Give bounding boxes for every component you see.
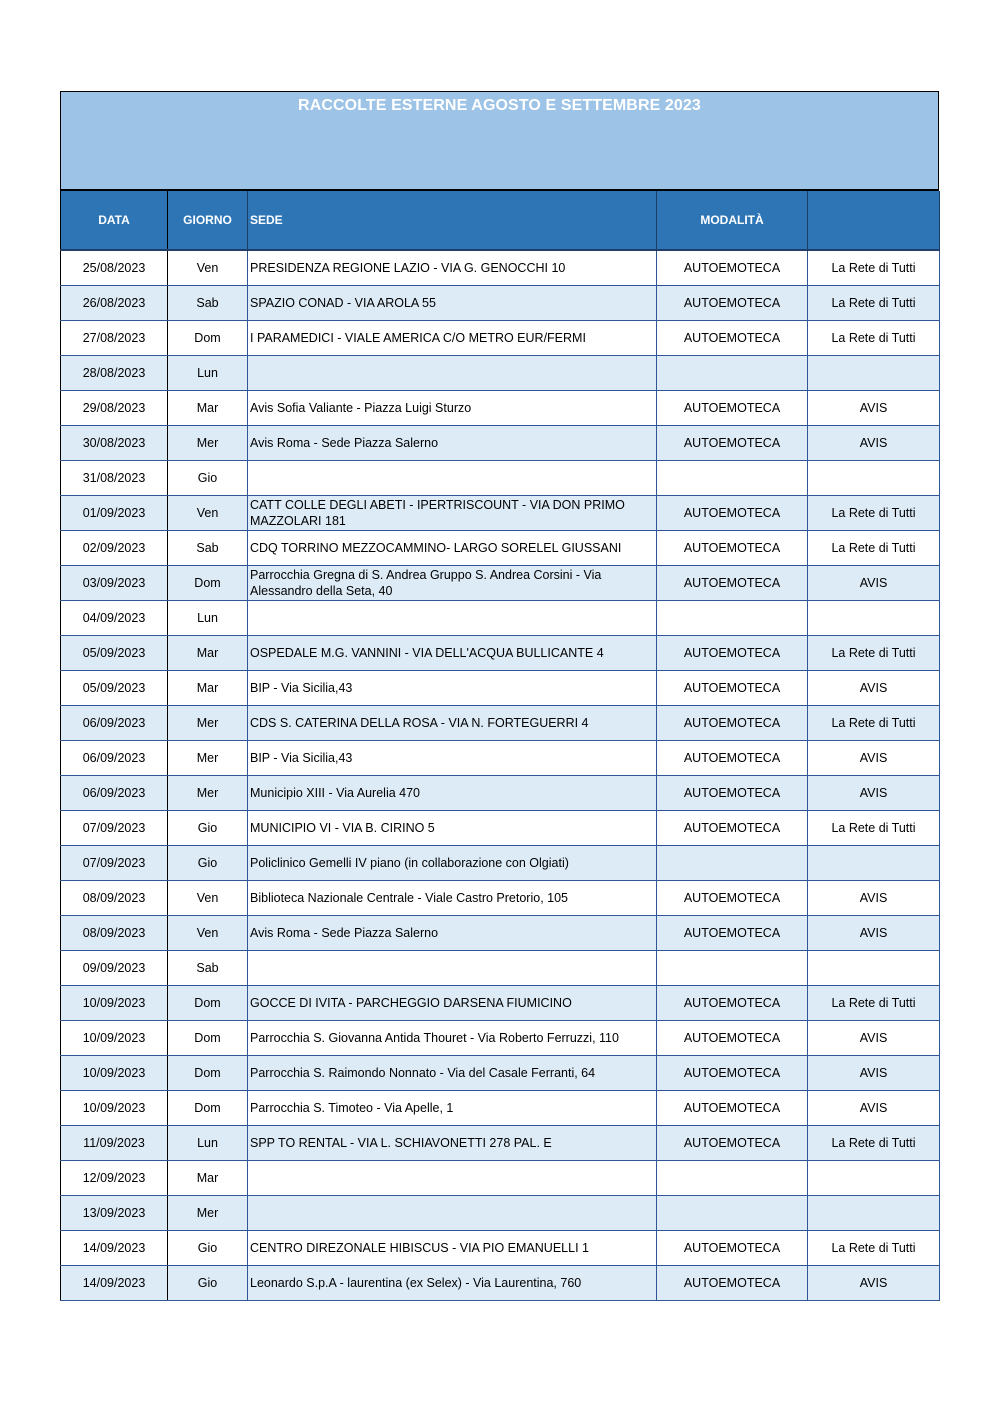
cell-giorno: Mar bbox=[168, 391, 248, 426]
cell-sede: GOCCE DI IVITA - PARCHEGGIO DARSENA FIUMICINO bbox=[248, 986, 657, 1021]
cell-modalita: AUTOEMOTECA bbox=[657, 391, 808, 426]
table-header-row bbox=[61, 191, 940, 250]
cell-modalita: AUTOEMOTECA bbox=[657, 321, 808, 356]
cell-sede: Parrocchia S. Raimondo Nonnato - Via del Casale Ferranti, 64 bbox=[248, 1056, 657, 1091]
cell-sede: Avis Roma - Sede Piazza Salerno bbox=[248, 916, 657, 951]
cell-modalita: AUTOEMOTECA bbox=[657, 776, 808, 811]
cell-giorno: Dom bbox=[168, 1056, 248, 1091]
cell-data: 08/09/2023 bbox=[61, 916, 168, 951]
cell-giorno: Mer bbox=[168, 741, 248, 776]
cell-data: 05/09/2023 bbox=[61, 636, 168, 671]
cell-organizzazione: La Rete di Tutti bbox=[808, 496, 940, 531]
cell-modalita: AUTOEMOTECA bbox=[657, 286, 808, 321]
cell-data: 12/09/2023 bbox=[61, 1161, 168, 1196]
cell-modalita: AUTOEMOTECA bbox=[657, 986, 808, 1021]
cell-modalita: AUTOEMOTECA bbox=[657, 706, 808, 741]
cell-data: 02/09/2023 bbox=[61, 531, 168, 566]
cell-sede: Leonardo S.p.A - laurentina (ex Selex) - Via Laurentina, 760 bbox=[248, 1266, 657, 1301]
cell-giorno: Sab bbox=[168, 531, 248, 566]
cell-modalita bbox=[657, 601, 808, 636]
cell-data: 05/09/2023 bbox=[61, 671, 168, 706]
table-row bbox=[61, 951, 940, 986]
cell-data: 08/09/2023 bbox=[61, 881, 168, 916]
cell-organizzazione: La Rete di Tutti bbox=[808, 286, 940, 321]
cell-organizzazione: AVIS bbox=[808, 1056, 940, 1091]
cell-organizzazione: AVIS bbox=[808, 881, 940, 916]
cell-giorno: Sab bbox=[168, 951, 248, 986]
cell-modalita: AUTOEMOTECA bbox=[657, 566, 808, 601]
cell-modalita: AUTOEMOTECA bbox=[657, 531, 808, 566]
table-row bbox=[61, 636, 940, 671]
cell-data: 07/09/2023 bbox=[61, 811, 168, 846]
cell-data: 10/09/2023 bbox=[61, 1056, 168, 1091]
cell-data: 06/09/2023 bbox=[61, 706, 168, 741]
cell-organizzazione: AVIS bbox=[808, 1021, 940, 1056]
cell-modalita: AUTOEMOTECA bbox=[657, 1091, 808, 1126]
table-row bbox=[61, 496, 940, 531]
cell-modalita: AUTOEMOTECA bbox=[657, 636, 808, 671]
cell-giorno: Lun bbox=[168, 356, 248, 391]
cell-data: 30/08/2023 bbox=[61, 426, 168, 461]
cell-organizzazione: La Rete di Tutti bbox=[808, 986, 940, 1021]
cell-sede: Policlinico Gemelli IV piano (in collaborazione con Olgiati) bbox=[248, 846, 657, 881]
cell-sede: SPP TO RENTAL - VIA L. SCHIAVONETTI 278 PAL. E bbox=[248, 1126, 657, 1161]
cell-giorno: Lun bbox=[168, 601, 248, 636]
cell-organizzazione: AVIS bbox=[808, 671, 940, 706]
table-row bbox=[61, 286, 940, 321]
cell-modalita: AUTOEMOTECA bbox=[657, 1056, 808, 1091]
cell-giorno: Mer bbox=[168, 776, 248, 811]
table-row bbox=[61, 1056, 940, 1091]
cell-modalita bbox=[657, 356, 808, 391]
table-row bbox=[61, 811, 940, 846]
cell-giorno: Ven bbox=[168, 916, 248, 951]
cell-organizzazione: La Rete di Tutti bbox=[808, 1126, 940, 1161]
table-row bbox=[61, 706, 940, 741]
cell-organizzazione: AVIS bbox=[808, 1091, 940, 1126]
cell-sede: Biblioteca Nazionale Centrale - Viale Castro Pretorio, 105 bbox=[248, 881, 657, 916]
table-row bbox=[61, 391, 940, 426]
cell-giorno: Mer bbox=[168, 1196, 248, 1231]
cell-modalita bbox=[657, 461, 808, 496]
cell-sede: Parrocchia Gregna di S. Andrea Gruppo S. Andrea Corsini - Via Alessandro della Seta, 40 bbox=[248, 566, 657, 601]
header-giorno: GIORNO bbox=[168, 191, 248, 250]
cell-organizzazione: AVIS bbox=[808, 1266, 940, 1301]
schedule-sheet bbox=[60, 91, 939, 1301]
cell-organizzazione: La Rete di Tutti bbox=[808, 706, 940, 741]
schedule-table bbox=[60, 191, 940, 1301]
cell-giorno: Gio bbox=[168, 811, 248, 846]
cell-giorno: Sab bbox=[168, 286, 248, 321]
cell-giorno: Gio bbox=[168, 846, 248, 881]
cell-data: 07/09/2023 bbox=[61, 846, 168, 881]
table-row bbox=[61, 1231, 940, 1266]
cell-organizzazione: AVIS bbox=[808, 776, 940, 811]
cell-modalita bbox=[657, 846, 808, 881]
cell-data: 26/08/2023 bbox=[61, 286, 168, 321]
cell-sede: Avis Sofia Valiante - Piazza Luigi Sturzo bbox=[248, 391, 657, 426]
cell-giorno: Mer bbox=[168, 426, 248, 461]
table-row bbox=[61, 1091, 940, 1126]
table-row bbox=[61, 356, 940, 391]
cell-giorno: Dom bbox=[168, 321, 248, 356]
cell-sede: OSPEDALE M.G. VANNINI - VIA DELL'ACQUA BULLICANTE 4 bbox=[248, 636, 657, 671]
cell-data: 06/09/2023 bbox=[61, 776, 168, 811]
cell-sede bbox=[248, 1161, 657, 1196]
cell-modalita bbox=[657, 951, 808, 986]
page-title: RACCOLTE ESTERNE AGOSTO E SETTEMBRE 2023 bbox=[298, 97, 701, 114]
cell-data: 01/09/2023 bbox=[61, 496, 168, 531]
cell-giorno: Dom bbox=[168, 566, 248, 601]
cell-organizzazione: AVIS bbox=[808, 426, 940, 461]
cell-modalita: AUTOEMOTECA bbox=[657, 426, 808, 461]
cell-giorno: Mar bbox=[168, 636, 248, 671]
header-organizzazione bbox=[808, 191, 940, 250]
table-row bbox=[61, 1266, 940, 1301]
cell-giorno: Gio bbox=[168, 461, 248, 496]
cell-giorno: Mar bbox=[168, 671, 248, 706]
cell-modalita: AUTOEMOTECA bbox=[657, 1021, 808, 1056]
cell-organizzazione bbox=[808, 356, 940, 391]
cell-organizzazione bbox=[808, 601, 940, 636]
header-data: DATA bbox=[61, 191, 168, 250]
cell-giorno: Ven bbox=[168, 881, 248, 916]
table-row bbox=[61, 986, 940, 1021]
cell-organizzazione bbox=[808, 1196, 940, 1231]
cell-organizzazione: AVIS bbox=[808, 566, 940, 601]
table-row bbox=[61, 461, 940, 496]
cell-data: 03/09/2023 bbox=[61, 566, 168, 601]
cell-organizzazione bbox=[808, 461, 940, 496]
cell-sede bbox=[248, 461, 657, 496]
cell-organizzazione: La Rete di Tutti bbox=[808, 250, 940, 286]
header-sede: SEDE bbox=[248, 191, 657, 250]
cell-data: 10/09/2023 bbox=[61, 986, 168, 1021]
table-row bbox=[61, 426, 940, 461]
cell-giorno: Mer bbox=[168, 706, 248, 741]
cell-sede: Avis Roma - Sede Piazza Salerno bbox=[248, 426, 657, 461]
cell-modalita: AUTOEMOTECA bbox=[657, 250, 808, 286]
cell-modalita: AUTOEMOTECA bbox=[657, 916, 808, 951]
cell-data: 27/08/2023 bbox=[61, 321, 168, 356]
cell-sede: SPAZIO CONAD - VIA AROLA 55 bbox=[248, 286, 657, 321]
header-modalita: MODALITÀ bbox=[657, 191, 808, 250]
cell-data: 10/09/2023 bbox=[61, 1021, 168, 1056]
cell-modalita: AUTOEMOTECA bbox=[657, 741, 808, 776]
cell-data: 04/09/2023 bbox=[61, 601, 168, 636]
cell-giorno: Gio bbox=[168, 1231, 248, 1266]
cell-sede bbox=[248, 601, 657, 636]
table-row bbox=[61, 741, 940, 776]
table-row bbox=[61, 776, 940, 811]
cell-sede bbox=[248, 356, 657, 391]
cell-data: 06/09/2023 bbox=[61, 741, 168, 776]
cell-organizzazione bbox=[808, 1161, 940, 1196]
cell-sede: PRESIDENZA REGIONE LAZIO - VIA G. GENOCCHI 10 bbox=[248, 250, 657, 286]
table-row bbox=[61, 1161, 940, 1196]
cell-modalita: AUTOEMOTECA bbox=[657, 1231, 808, 1266]
cell-modalita: AUTOEMOTECA bbox=[657, 671, 808, 706]
cell-modalita bbox=[657, 1196, 808, 1231]
cell-sede: CENTRO DIREZONALE HIBISCUS - VIA PIO EMANUELLI 1 bbox=[248, 1231, 657, 1266]
cell-data: 13/09/2023 bbox=[61, 1196, 168, 1231]
cell-data: 29/08/2023 bbox=[61, 391, 168, 426]
table-row bbox=[61, 881, 940, 916]
cell-modalita: AUTOEMOTECA bbox=[657, 496, 808, 531]
table-row bbox=[61, 1021, 940, 1056]
table-row bbox=[61, 846, 940, 881]
cell-modalita: AUTOEMOTECA bbox=[657, 1126, 808, 1161]
cell-data: 10/09/2023 bbox=[61, 1091, 168, 1126]
cell-organizzazione bbox=[808, 951, 940, 986]
cell-organizzazione: La Rete di Tutti bbox=[808, 811, 940, 846]
cell-sede bbox=[248, 1196, 657, 1231]
cell-data: 31/08/2023 bbox=[61, 461, 168, 496]
cell-data: 09/09/2023 bbox=[61, 951, 168, 986]
table-row bbox=[61, 916, 940, 951]
cell-organizzazione: La Rete di Tutti bbox=[808, 636, 940, 671]
cell-sede: CDS S. CATERINA DELLA ROSA - VIA N. FORTEGUERRI 4 bbox=[248, 706, 657, 741]
cell-modalita bbox=[657, 1161, 808, 1196]
cell-sede: Parrocchia S. Timoteo - Via Apelle, 1 bbox=[248, 1091, 657, 1126]
cell-organizzazione bbox=[808, 846, 940, 881]
cell-sede: Municipio XIII - Via Aurelia 470 bbox=[248, 776, 657, 811]
cell-data: 25/08/2023 bbox=[61, 250, 168, 286]
cell-organizzazione: La Rete di Tutti bbox=[808, 531, 940, 566]
cell-organizzazione: La Rete di Tutti bbox=[808, 1231, 940, 1266]
cell-sede bbox=[248, 951, 657, 986]
table-row bbox=[61, 1196, 940, 1231]
table-row bbox=[61, 1126, 940, 1161]
table-row bbox=[61, 601, 940, 636]
cell-giorno: Dom bbox=[168, 1091, 248, 1126]
cell-sede: Parrocchia S. Giovanna Antida Thouret - Via Roberto Ferruzzi, 110 bbox=[248, 1021, 657, 1056]
table-row bbox=[61, 250, 940, 286]
cell-data: 11/09/2023 bbox=[61, 1126, 168, 1161]
cell-sede: BIP - Via Sicilia,43 bbox=[248, 741, 657, 776]
cell-giorno: Ven bbox=[168, 496, 248, 531]
table-row bbox=[61, 566, 940, 601]
cell-modalita: AUTOEMOTECA bbox=[657, 881, 808, 916]
table-row bbox=[61, 531, 940, 566]
table-body bbox=[61, 250, 940, 1301]
table-row bbox=[61, 321, 940, 356]
cell-organizzazione: La Rete di Tutti bbox=[808, 321, 940, 356]
cell-giorno: Dom bbox=[168, 1021, 248, 1056]
cell-giorno: Ven bbox=[168, 250, 248, 286]
cell-modalita: AUTOEMOTECA bbox=[657, 1266, 808, 1301]
cell-sede: CATT COLLE DEGLI ABETI - IPERTRISCOUNT - VIA DON PRIMO MAZZOLARI 181 bbox=[248, 496, 657, 531]
cell-sede: BIP - Via Sicilia,43 bbox=[248, 671, 657, 706]
cell-sede: I PARAMEDICI - VIALE AMERICA C/O METRO EUR/FERMI bbox=[248, 321, 657, 356]
cell-giorno: Lun bbox=[168, 1126, 248, 1161]
cell-data: 14/09/2023 bbox=[61, 1266, 168, 1301]
cell-data: 14/09/2023 bbox=[61, 1231, 168, 1266]
cell-sede: MUNICIPIO VI - VIA B. CIRINO 5 bbox=[248, 811, 657, 846]
cell-data: 28/08/2023 bbox=[61, 356, 168, 391]
title-banner bbox=[60, 91, 939, 191]
cell-organizzazione: AVIS bbox=[808, 741, 940, 776]
cell-sede: CDQ TORRINO MEZZOCAMMINO- LARGO SORELEL GIUSSANI bbox=[248, 531, 657, 566]
cell-organizzazione: AVIS bbox=[808, 916, 940, 951]
cell-giorno: Gio bbox=[168, 1266, 248, 1301]
cell-organizzazione: AVIS bbox=[808, 391, 940, 426]
table-row bbox=[61, 671, 940, 706]
cell-giorno: Mar bbox=[168, 1161, 248, 1196]
cell-modalita: AUTOEMOTECA bbox=[657, 811, 808, 846]
cell-giorno: Dom bbox=[168, 986, 248, 1021]
